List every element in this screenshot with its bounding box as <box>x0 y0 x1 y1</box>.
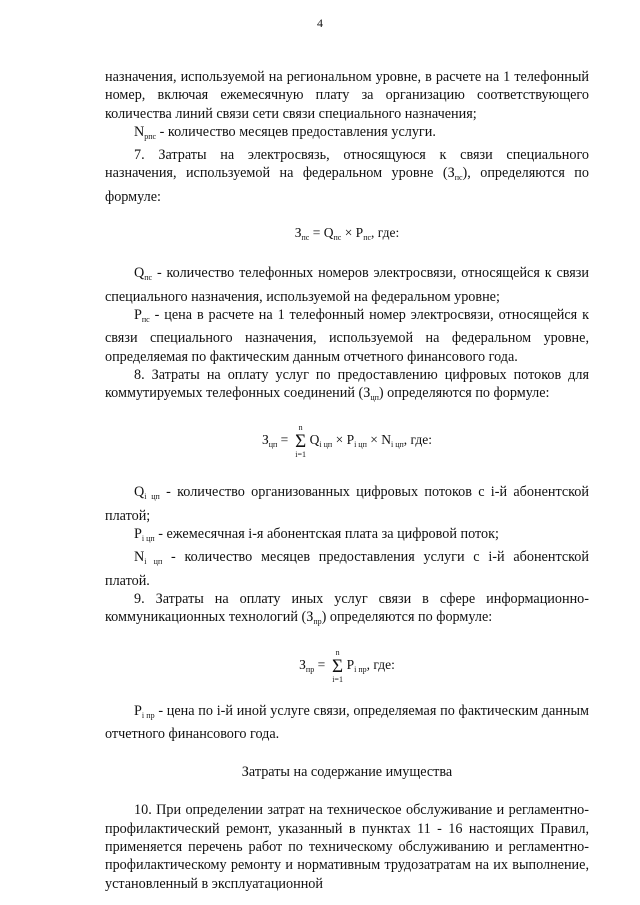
summation-sign <box>293 423 309 459</box>
subscript: цп <box>268 440 278 450</box>
text: 7. Затраты на электросвязь, относящуюся к связи специального назначения, используемой на федеральном уровне (З <box>105 147 589 182</box>
formula-zpr <box>105 648 589 684</box>
paragraph-item-7 <box>105 146 589 206</box>
section-heading: Затраты на содержание имущества <box>241 764 453 781</box>
formula-term: З <box>261 432 269 448</box>
definition-text: - ежемесячная i-я абонентская плата за цифровой поток; <box>154 526 499 543</box>
definition-text: - цена по i-й иной услуге связи, определяемая по фактическим данным отчетного финансового года. <box>105 702 589 742</box>
formula-term: З <box>294 225 302 241</box>
symbol: N <box>134 123 145 140</box>
formula-term: Q <box>309 432 320 448</box>
subscript: пс <box>144 273 153 283</box>
definition-text: - количество организованных цифровых потоков с i-й абонентской платой; <box>105 484 589 524</box>
subscript: i пр <box>141 710 155 720</box>
subscript: пр <box>313 617 322 627</box>
formula-term: = <box>277 432 292 448</box>
paragraph-item-9 <box>105 590 589 632</box>
sum-lower-limit: i=1 <box>332 674 343 684</box>
sum-upper-limit: n <box>298 423 303 433</box>
definition-text: - количество месяцев предоставления услуги. <box>156 123 436 140</box>
formula-term: P <box>346 656 355 672</box>
formula-term: × P <box>332 432 355 448</box>
paragraph-q-ps <box>105 264 589 306</box>
formula-zcp <box>105 423 589 459</box>
subscript: пс <box>333 233 342 243</box>
text: ) определяются по формуле: <box>321 609 493 626</box>
formula-term: , где: <box>371 225 400 241</box>
subscript: i цп <box>354 440 367 450</box>
formula-term: = Q <box>309 225 334 241</box>
text: 9. Затраты на оплату иных услуг связи в сфере информационно-коммуникационных технологий (З <box>105 590 589 626</box>
subscript: пс <box>363 233 372 243</box>
formula-term: × P <box>341 225 364 241</box>
formula-term: , где: <box>403 432 433 448</box>
symbol: P <box>134 306 142 323</box>
formula-term: З <box>299 656 306 672</box>
subscript: пс <box>301 233 310 243</box>
definition-text: - цена в расчете на 1 телефонный номер электросвязи, относящейся к связи специального назначения, используемой на федеральном уровне, определяемая по фактическим данным отчетного финансового года. <box>105 306 589 365</box>
paragraph-n-rps <box>105 123 589 146</box>
symbol: Q <box>134 484 145 501</box>
symbol: N <box>134 549 145 566</box>
subscript: пс <box>454 173 463 183</box>
formula-term: , где: <box>366 656 395 672</box>
formula-zps <box>105 224 589 247</box>
subscript: пр <box>305 664 315 674</box>
formula-term: × N <box>366 432 391 448</box>
definition-text: - количество телефонных номеров электросвязи, относящейся к связи специального назначения, используемой на федеральном уровне; <box>105 265 589 305</box>
text: 8. Затраты на оплату услуг по предоставлению цифровых потоков для коммутируемых телефонных соединений (З <box>105 366 589 402</box>
subscript: i цп <box>144 557 163 567</box>
sum-lower-limit: i=1 <box>295 450 307 460</box>
symbol: P <box>134 702 142 719</box>
text: ), определяются по формуле: <box>105 165 589 205</box>
paragraph-1: назначения, используемой на региональном уровне, в расчете на 1 телефонный номер, включая ежемесячную плату за организацию соответствующего количества линий связи сети связи специального назначения; <box>105 69 589 122</box>
subscript: цп <box>370 393 379 403</box>
paragraph-p-ipr <box>105 702 589 744</box>
subscript: i цп <box>319 440 333 450</box>
paragraph-n-icp <box>105 548 589 590</box>
subscript: i цп <box>144 492 160 502</box>
sigma-symbol: Σ <box>295 431 307 453</box>
definition-text: - количество месяцев предоставления услуги с i-й абонентской платой. <box>105 549 589 589</box>
subscript: i пр <box>354 664 367 674</box>
document-body <box>105 68 589 893</box>
sum-upper-limit: n <box>335 647 340 657</box>
symbol: P <box>134 526 142 543</box>
symbol: Q <box>134 265 145 282</box>
subscript: i цп <box>391 440 404 450</box>
summation-sign <box>330 648 346 684</box>
page-number: 4 <box>317 16 323 30</box>
sigma-symbol: Σ <box>332 655 344 677</box>
paragraph-item-10: 10. При определении затрат на техническое обслуживание и регламентно-профилактический ремонт, указанный в пунктах 11 - 16 настоящих Правил, применяется перечень работ по техническому обслуживанию и регламентно-профилактическому ремонту и нормативным трудозатратам на их выполнение, установленный в эксплуатационной <box>105 802 589 892</box>
subscript: i цп <box>141 534 155 544</box>
paragraph-p-ps <box>105 306 589 366</box>
paragraph-p-icp <box>105 525 589 548</box>
subscript: пс <box>141 314 150 324</box>
formula-term: = <box>314 656 329 672</box>
paragraph-item-8 <box>105 366 589 408</box>
paragraph-q-icp <box>105 483 589 525</box>
subscript: рпс <box>144 131 157 141</box>
text: ) определяются по формуле: <box>378 385 550 402</box>
